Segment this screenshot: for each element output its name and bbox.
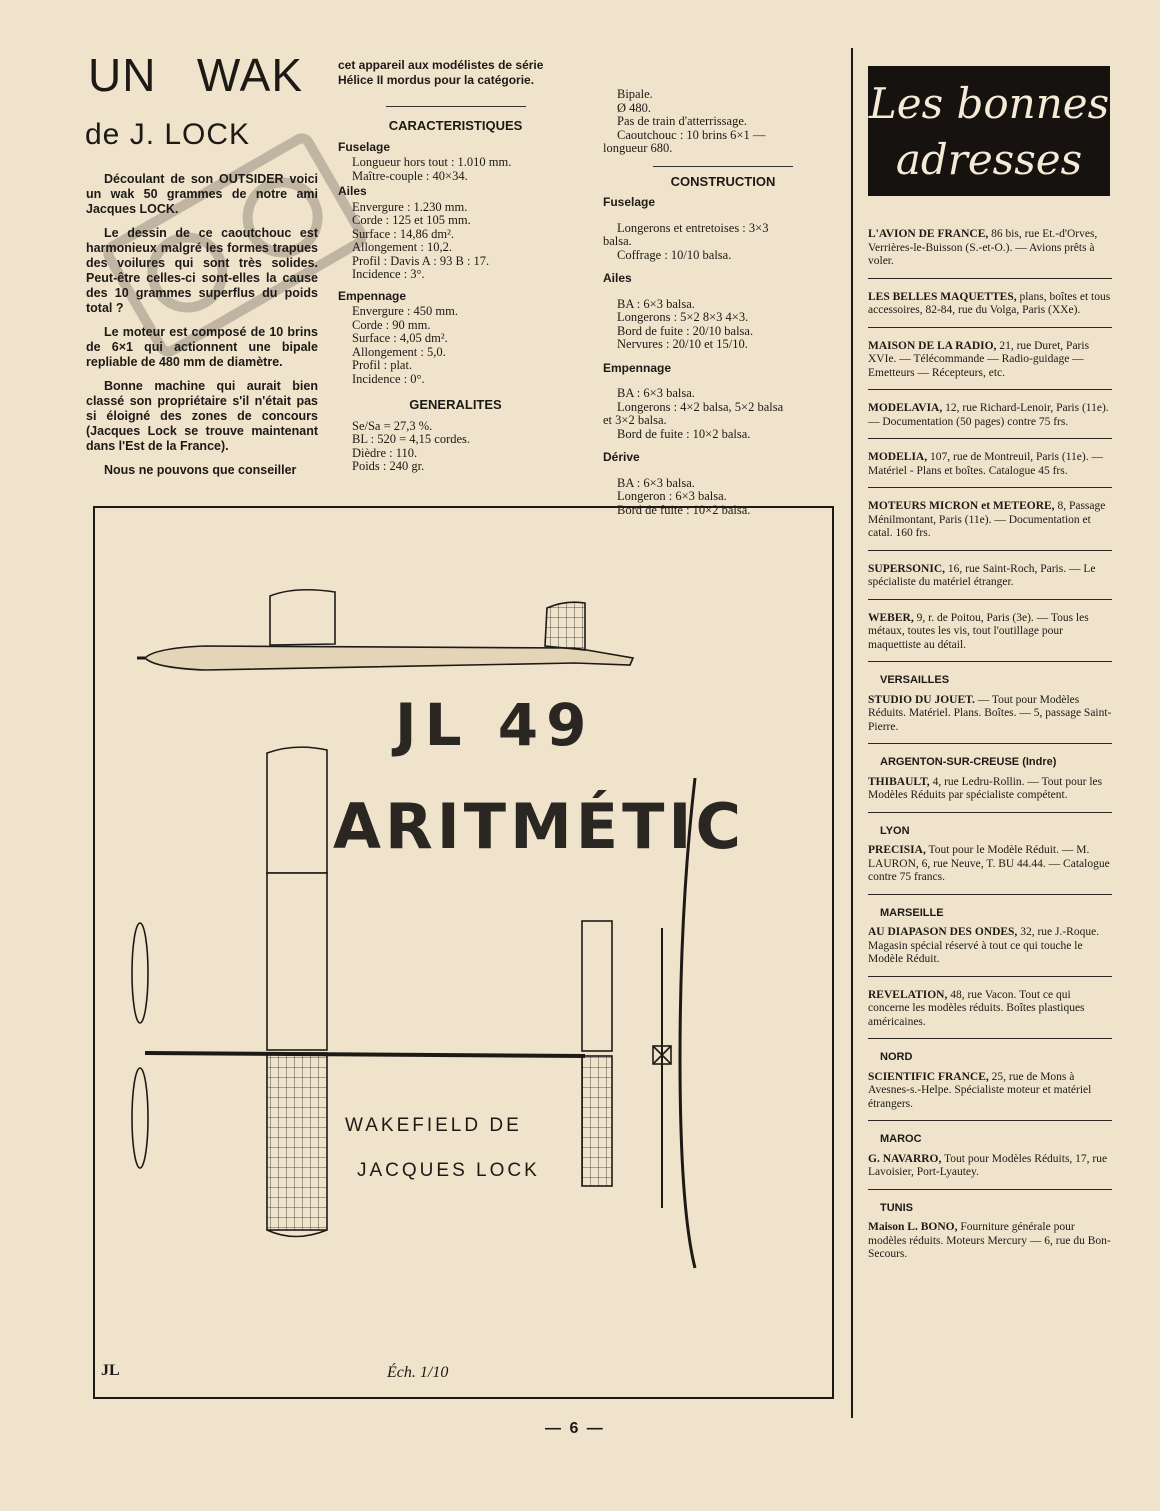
divider-rule — [386, 106, 526, 107]
address-text: 86 bis, rue Et.-d'Orves, Verrières-le-Buisson (S.-et-O.). — Avions prêts à voler. — [868, 228, 1098, 267]
address-text: 107, rue de Montreuil, Paris (11e). — Matériel - Plans et boîtes. Catalogue 45 frs. — [868, 451, 1103, 477]
spec-line: Coffrage : 10/10 balsa. — [617, 247, 732, 262]
address-entry — [868, 612, 1112, 663]
article-title-word-1: UN — [88, 49, 157, 101]
address-name: SCIENTIFIC FRANCE, — [868, 1070, 989, 1083]
spec-line: Allongement : 5,0. — [352, 344, 446, 359]
ailes-label: Ailes — [603, 271, 632, 285]
construction-column — [603, 88, 843, 517]
regional-entry — [868, 756, 1112, 813]
spec-line: Envergure : 450 mm. — [352, 304, 458, 318]
address-entry — [868, 340, 1112, 391]
lead-continuation: cet appareil aux modélistes de série Hélice II mordus pour la catégorie. — [338, 58, 544, 87]
spec-line: Longerons et entretoises : 3×3 — [617, 220, 769, 235]
spec-line: Profil : plat. — [352, 358, 413, 372]
address-text: 48, rue Vacon. Tout ce qui concerne les modèles réduits. Boîtes plastiques américaines. — [868, 988, 1085, 1028]
spec-line: Bord de fuite : 20/10 balsa. — [617, 323, 754, 338]
caption-line: WAKEFIELD DE — [345, 1115, 522, 1136]
spec-line: et 3×2 balsa. — [603, 413, 667, 427]
spec-line: Corde : 90 mm. — [352, 317, 431, 332]
spec-line: Longueur hors tout : 1.010 mm. — [352, 155, 512, 169]
address-list — [868, 228, 1112, 1283]
address-text: 12, rue Richard-Lenoir, Paris (11e). — Documentation (50 pages) contre 75 frs. — [868, 402, 1109, 428]
region-heading: ARGENTON-SUR-CREUSE (Indre) — [880, 756, 1057, 768]
regional-entry — [868, 907, 1112, 977]
intro-paragraph: Bonne machine qui aurait bien classé son propriétaire s'il n'était pas si éloigné des zones de concours (Jacques Lock se trouve maintenant dans l'Est de la France). — [86, 379, 318, 453]
address-entry — [868, 989, 1112, 1040]
address-text: Fourniture générale pour modèles réduits. Moteurs Mercury — 6, rue du Bon-Secours. — [868, 1221, 1111, 1260]
address-name: MAISON DE LA RADIO, — [868, 339, 997, 352]
spec-line: Envergure : 1.230 mm. — [352, 199, 468, 214]
address-name: SUPERSONIC, — [868, 562, 946, 575]
address-text: plans, boîtes et tous accessoires, 82-84, rue du Volga, Paris (XXe). — [868, 290, 1111, 316]
sidebar-banner — [868, 66, 1110, 196]
address-text: Tout pour le Modèle Réduit. — M. LAURON, 6, rue Neuve, T. BU 44.44. — Catalogue contre 75 francs. — [868, 844, 1110, 883]
column-divider — [851, 48, 853, 1418]
spec-line: Ø 480. — [617, 100, 652, 115]
spec-line: BA : 6×3 balsa. — [617, 386, 695, 400]
spec-line: BL : 520 = 4,15 cordes. — [352, 432, 471, 446]
address-entry — [868, 291, 1112, 328]
address-text: Tout pour Modèles Réduits, 17, rue Lavoisier, Port-Lyautey. — [868, 1152, 1108, 1178]
spec-line: Poids : 240 gr. — [352, 459, 425, 473]
caption-line: JACQUES LOCK — [357, 1160, 540, 1181]
spec-line: Incidence : 3°. — [352, 267, 425, 281]
address-text: 21, rue Duret, Paris XVIe. — Télécommande — Radio-guidage — Emetteurs — Récepteurs, etc. — [868, 339, 1090, 379]
scale-label: Éch. 1/10 — [387, 1364, 449, 1381]
spec-line: Profil : Davis A : 93 B : 17. — [352, 253, 490, 268]
model-code: JL 49 — [395, 691, 595, 759]
model-plan-drawing — [93, 506, 834, 1399]
model-name: ARITMÉTIC — [333, 790, 745, 863]
address-text: 8, Passage Ménilmontant, Paris (11e). — Documentation et catal. 160 frs. — [868, 500, 1106, 539]
intro-paragraph: Découlant de son OUTSIDER voici un wak 50 grammes de notre ami Jacques LOCK. — [86, 172, 318, 216]
specs-column — [338, 58, 573, 474]
airplane-plan-svg — [95, 508, 832, 1397]
address-text: 4, rue Ledru-Rollin. — Tout pour les Modèles Réduits par spécialiste compétent. — [868, 775, 1103, 801]
address-text: 16, rue Saint-Roch, Paris. — Le spécialiste du matériel étranger. — [868, 562, 1096, 588]
address-text: 32, rue J.-Roque. Magasin spécial réservé à tout ce qui touche le Modèle Réduit. — [868, 926, 1100, 965]
spec-line: Incidence : 0°. — [352, 371, 425, 386]
spec-line: Maître-couple : 40×34. — [352, 168, 468, 183]
article-title-word-2: WAK — [196, 49, 303, 101]
region-heading: MAROC — [880, 1133, 922, 1145]
empennage-label: Empennage — [338, 288, 407, 303]
spec-line: Allongement : 10,2. — [352, 240, 452, 254]
spec-line: Corde : 125 et 105 mm. — [352, 213, 471, 227]
intro-paragraph: Le moteur est composé de 10 brins de 6×1 qui actionnent une bipale repliable de 480 mm de diamètre. — [86, 325, 318, 369]
address-name: MODELIA, — [868, 451, 928, 463]
address-entry — [868, 500, 1112, 551]
regional-entry — [868, 1133, 1112, 1190]
region-heading: LYON — [880, 824, 910, 837]
address-text: — Tout pour Modèles Réduits. Matériel. Plans. Boîtes. — 5, passage Saint-Pierre. — [868, 693, 1112, 733]
construction-heading: CONSTRUCTION — [670, 173, 776, 189]
spec-line: BA : 6×3 balsa. — [617, 475, 695, 490]
page-number: — 6 — — [545, 1420, 605, 1437]
address-name: G. NAVARRO, — [868, 1152, 942, 1165]
address-entry — [868, 563, 1112, 600]
address-text: 9, r. de Poitou, Paris (3e). — Tous les métaux, toutes les vis, tout l'outillage pour maquettiste au détail. — [868, 611, 1089, 651]
region-heading: TUNIS — [880, 1201, 913, 1214]
fuselage-label: Fuselage — [603, 195, 656, 209]
address-name: WEBER, — [868, 611, 914, 624]
spec-line: Nervures : 20/10 et 15/10. — [617, 337, 748, 351]
address-name: THIBAULT, — [868, 775, 930, 788]
fuselage-label: Fuselage — [338, 139, 391, 154]
address-name: STUDIO DU JOUET. — [868, 693, 975, 706]
address-name: Maison L. BONO, — [868, 1221, 958, 1233]
region-heading: VERSAILLES — [880, 674, 950, 686]
address-name: LES BELLES MAQUETTES, — [868, 290, 1017, 303]
spec-line: Se/Sa = 27,3 %. — [352, 418, 433, 433]
region-heading: MARSEILLE — [880, 906, 944, 919]
caracteristiques-heading: CARACTERISTIQUES — [388, 118, 523, 133]
address-text: 25, rue de Mons à Avesnes-s.-Helpe. Spécialiste moteur et matériel étrangers. — [868, 1070, 1092, 1110]
generalites-heading: GENERALITES — [409, 397, 502, 412]
address-name: PRECISIA, — [868, 844, 926, 856]
spec-line: Longerons : 4×2 balsa, 5×2 balsa — [617, 399, 784, 414]
spec-line: Pas de train d'atterrissage. — [617, 114, 747, 128]
article-byline: de J. LOCK — [85, 118, 251, 151]
address-name: AU DIAPASON DES ONDES, — [868, 926, 1018, 938]
side-view — [137, 590, 633, 670]
address-name: REVELATION, — [868, 988, 948, 1001]
intro-paragraph: Nous ne pouvons que conseiller — [104, 463, 297, 477]
banner-line: Les bonnes — [868, 79, 1110, 128]
intro-column — [86, 172, 318, 487]
region-heading: NORD — [880, 1051, 913, 1063]
banner-line: adresses — [895, 135, 1083, 184]
spec-line: Bord de fuite : 10×2 balsa. — [617, 426, 751, 441]
spec-line: Longerons : 5×2 8×3 4×3. — [617, 310, 749, 324]
address-name: MODELAVIA, — [868, 402, 943, 414]
article-title — [88, 49, 303, 101]
spec-line: Surface : 4,05 dm². — [352, 331, 448, 345]
spec-line: Longeron : 6×3 balsa. — [617, 489, 727, 503]
ailes-label: Ailes — [338, 184, 367, 198]
spec-line: longueur 680. — [603, 141, 673, 155]
designer-signature: JL — [101, 1362, 120, 1379]
divider-rule — [653, 166, 793, 167]
regional-entry — [868, 1202, 1112, 1271]
address-entry — [868, 402, 1112, 439]
spec-line: BA : 6×3 balsa. — [617, 296, 695, 311]
spec-line: Bord de fuite : 10×2 balsa. — [617, 502, 751, 517]
regional-entry — [868, 1051, 1112, 1121]
empennage-label: Empennage — [603, 360, 672, 375]
regional-entry — [868, 674, 1112, 744]
address-entry — [868, 451, 1112, 488]
spec-line: Caoutchouc : 10 brins 6×1 — — [617, 127, 766, 142]
address-entry — [868, 228, 1112, 279]
intro-paragraph: Le dessin de ce caoutchouc est harmonieux malgré les formes trapues des voilures qui sont très solides. Peut-être celles-ci sont-elles la cause des 10 grammes superflus du poids total ? — [86, 226, 318, 315]
address-name: L'AVION DE FRANCE, — [868, 228, 989, 240]
spec-line: Bipale. — [617, 87, 653, 101]
spec-line: Surface : 14,86 dm². — [352, 226, 454, 241]
spec-line: Dièdre : 110. — [352, 445, 418, 460]
address-name: MOTEURS MICRON et METEORE, — [868, 500, 1055, 512]
spec-line: balsa. — [603, 234, 632, 248]
derive-label: Dérive — [603, 450, 640, 464]
regional-entry — [868, 825, 1112, 895]
